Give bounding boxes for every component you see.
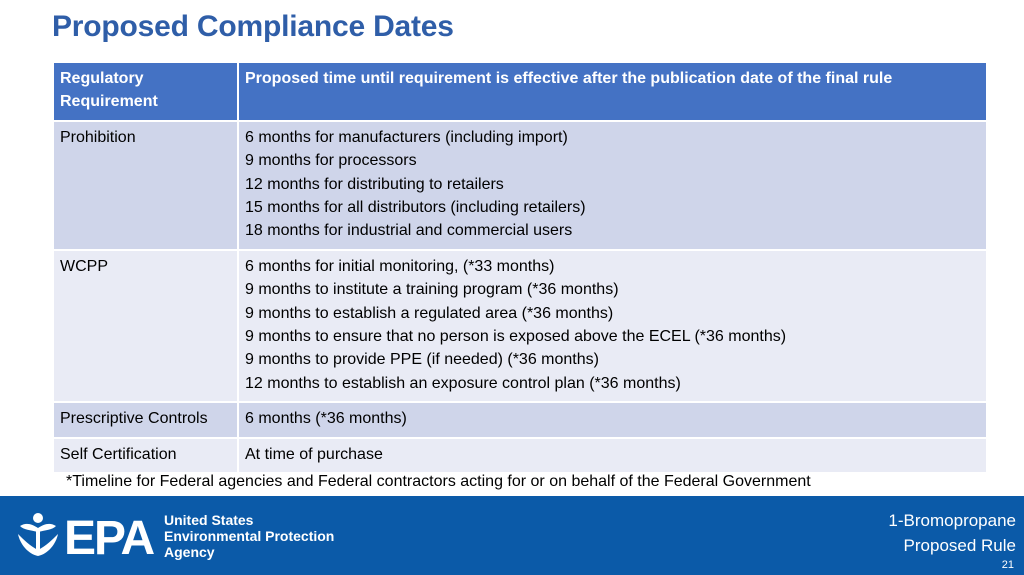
requirement-cell: Prescriptive Controls <box>53 402 238 437</box>
footnote: *Timeline for Federal agencies and Federal contractors acting for or on behalf of the Federal Government <box>66 473 811 490</box>
timeline-line: 6 months for initial monitoring, (*33 months) <box>245 257 555 275</box>
timeline-line: 9 months to institute a training program (*36 months) <box>245 281 619 299</box>
timeline-line: 9 months to establish a regulated area (*36 months) <box>245 304 614 322</box>
requirement-cell: Prohibition <box>53 121 238 250</box>
requirement-cell: Self Certification <box>53 438 238 473</box>
timeline-line: 18 months for industrial and commercial users <box>245 222 573 240</box>
rule-name-line: Proposed Rule <box>903 536 1016 555</box>
slide-title: Proposed Compliance Dates <box>52 10 454 43</box>
page-number: 21 <box>1001 559 1014 571</box>
compliance-dates-table-wrap <box>52 61 986 474</box>
epa-wordmark: EPA <box>64 512 154 560</box>
timeline-line: 12 months to establish an exposure control plan (*36 months) <box>245 374 681 392</box>
timeline-line: 9 months for processors <box>245 152 417 170</box>
timeline-cell <box>238 121 987 250</box>
agency-name <box>164 512 334 560</box>
timeline-line: At time of purchase <box>245 445 383 463</box>
rule-name-line: 1-Bromopropane <box>888 511 1016 530</box>
compliance-dates-table <box>52 61 988 474</box>
requirement-cell: WCPP <box>53 250 238 402</box>
timeline-line: 9 months to ensure that no person is exposed above the ECEL (*36 months) <box>245 328 787 346</box>
table-row-prohibition <box>53 121 987 250</box>
timeline-cell <box>238 250 987 402</box>
timeline-line: 12 months for distributing to retailers <box>245 175 504 193</box>
emblem-stem-icon <box>36 530 40 550</box>
timeline-cell <box>238 402 987 437</box>
table-row-wcpp <box>53 250 987 402</box>
table-header-row <box>53 62 987 121</box>
table-row-prescriptive-controls <box>53 402 987 437</box>
timeline-line: 9 months to provide PPE (if needed) (*36 months) <box>245 351 599 369</box>
header-proposed-time: Proposed time until requirement is effective after the publication date of the final rule <box>238 62 987 121</box>
timeline-line: 6 months (*36 months) <box>245 410 407 428</box>
timeline-cell <box>238 438 987 473</box>
agency-line: Agency <box>164 544 215 560</box>
table-row-self-certification <box>53 438 987 473</box>
epa-logo <box>16 508 158 560</box>
rule-name <box>888 508 1016 558</box>
timeline-line: 15 months for all distributors (including retailers) <box>245 199 586 217</box>
timeline-line: 6 months for manufacturers (including import) <box>245 128 568 146</box>
header-regulatory-requirement: Regulatory Requirement <box>53 62 238 121</box>
footer-band <box>0 496 1024 575</box>
emblem-head-icon <box>33 513 43 523</box>
agency-line: Environmental Protection <box>164 528 335 544</box>
agency-line: United States <box>164 512 254 528</box>
